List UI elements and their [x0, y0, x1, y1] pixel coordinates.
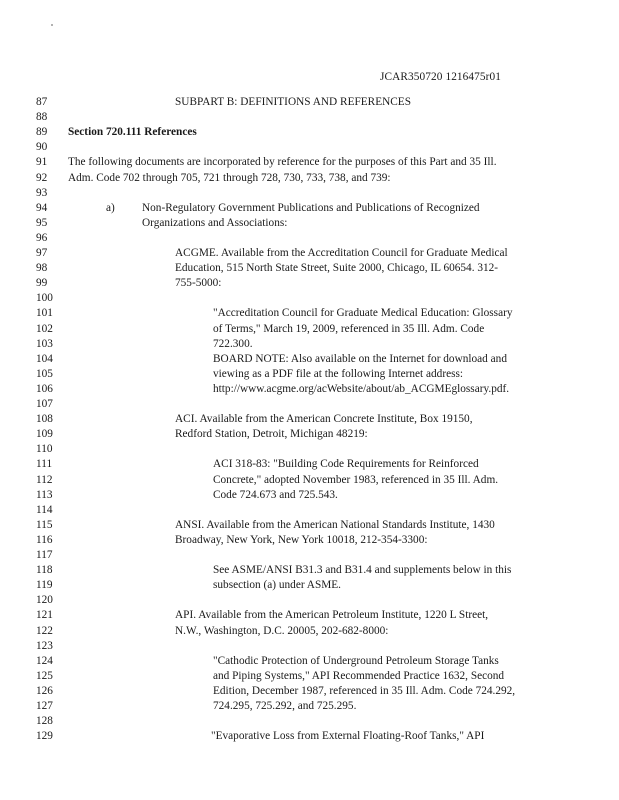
line-number: 98 — [36, 262, 48, 275]
line-text: viewing as a PDF file at the following Internet address: — [213, 367, 464, 380]
line-text: ACI. Available from the American Concrete Institute, Box 19150, — [175, 413, 473, 426]
line-text: API. Available from the American Petroleum Institute, 1220 L Street, — [175, 609, 489, 622]
line-number: 114 — [36, 503, 53, 516]
line-text: subsection (a) under ASME. — [213, 579, 342, 592]
line-text: BOARD NOTE: Also available on the Internet for download and — [213, 352, 507, 365]
line-text: and Piping Systems," API Recommended Practice 1632, Second — [213, 669, 505, 682]
line-number: 113 — [36, 488, 53, 501]
line-number: 102 — [36, 322, 53, 335]
line-number: 112 — [36, 473, 53, 486]
line-number: 109 — [36, 428, 53, 441]
line-number: 101 — [36, 307, 53, 320]
line-text: ANSI. Available from the American National Standards Institute, 1430 — [175, 518, 495, 531]
line-number: 96 — [36, 231, 48, 244]
line-number: 122 — [36, 624, 53, 637]
line-number: 115 — [36, 518, 53, 531]
line-number: 110 — [36, 443, 53, 456]
line-number: 123 — [36, 639, 53, 652]
line-text: Redford Station, Detroit, Michigan 48219: — [175, 428, 368, 441]
line-text: "Evaporative Loss from External Floating-Roof Tanks," API — [211, 730, 485, 743]
line-number: 90 — [36, 141, 48, 154]
line-number: 124 — [36, 654, 53, 667]
line-number: 121 — [36, 609, 53, 622]
line-text: Broadway, New York, New York 10018, 212-354-3300: — [175, 533, 428, 546]
line-number: 111 — [36, 458, 53, 471]
line-number: 128 — [36, 715, 53, 728]
line-text: Adm. Code 702 through 705, 721 through 728, 730, 733, 738, and 739: — [68, 171, 391, 184]
line-number: 119 — [36, 579, 53, 592]
line-text: SUBPART B: DEFINITIONS AND REFERENCES — [175, 96, 411, 108]
line-text: ACGME. Available from the Accreditation Council for Graduate Medical — [175, 247, 508, 259]
line-number: 93 — [36, 186, 48, 199]
line-number: 129 — [36, 730, 53, 743]
document-code: JCAR350720 1216475r01 — [380, 71, 502, 83]
line-text: "Accreditation Council for Graduate Medical Education: Glossary — [213, 307, 513, 320]
line-text: 722.300. — [213, 337, 253, 350]
line-text: Education, 515 North State Street, Suite 2000, Chicago, IL 60654. 312- — [175, 262, 499, 275]
line-text: Organizations and Associations: — [142, 216, 288, 229]
line-text: of Terms," March 19, 2009, referenced in 35 Ill. Adm. Code — [213, 322, 485, 335]
line-number: 117 — [36, 549, 53, 561]
line-text: Section 720.111 References — [68, 126, 197, 139]
line-text: Edition, December 1987, referenced in 35 Ill. Adm. Code 724.292, — [213, 684, 516, 697]
line-number: 106 — [36, 382, 53, 395]
line-text: Non-Regulatory Government Publications and Publications of Recognized — [142, 201, 480, 214]
line-text: http://www.acgme.org/acWebsite/about/ab_ACGMEglossary.pdf. — [213, 382, 510, 395]
line-number: 107 — [36, 398, 53, 410]
line-text: 755-5000: — [175, 277, 222, 290]
line-text: Code 724.673 and 725.543. — [213, 488, 338, 501]
line-number: 118 — [36, 564, 53, 577]
line-number: 105 — [36, 367, 53, 380]
line-text: See ASME/ANSI B31.3 and B31.4 and supplements below in this — [213, 564, 512, 577]
line-text: ACI 318-83: "Building Code Requirements for Reinforced — [213, 458, 479, 471]
line-number: 88 — [36, 111, 48, 124]
line-number: 89 — [36, 126, 48, 139]
line-number: 104 — [36, 352, 53, 365]
line-text: Concrete," adopted November 1983, referenced in 35 Ill. Adm. — [213, 473, 499, 486]
line-number: 103 — [36, 337, 53, 350]
line-number: 126 — [36, 684, 53, 697]
line-number: 116 — [36, 533, 53, 546]
line-text: 724.295, 725.292, and 725.295. — [213, 700, 357, 712]
line-number: 87 — [36, 96, 48, 108]
line-number: 95 — [36, 216, 48, 229]
line-number: 94 — [36, 201, 48, 214]
scan-speck — [51, 24, 53, 26]
line-number: 125 — [36, 669, 53, 682]
line-text: The following documents are incorporated by reference for the purposes of this Part and 35 Ill. — [68, 156, 497, 169]
line-number: 97 — [36, 247, 48, 259]
line-number: 108 — [36, 413, 53, 426]
line-number: 127 — [36, 700, 53, 712]
line-number: 100 — [36, 292, 53, 305]
line-number: 120 — [36, 594, 53, 607]
line-number: 91 — [36, 156, 48, 169]
line-number: 99 — [36, 277, 48, 290]
subsection-label: a) — [106, 201, 115, 214]
line-number: 92 — [36, 171, 48, 184]
line-text: "Cathodic Protection of Underground Petroleum Storage Tanks — [213, 654, 499, 667]
line-text: N.W., Washington, D.C. 20005, 202-682-8000: — [175, 624, 389, 637]
